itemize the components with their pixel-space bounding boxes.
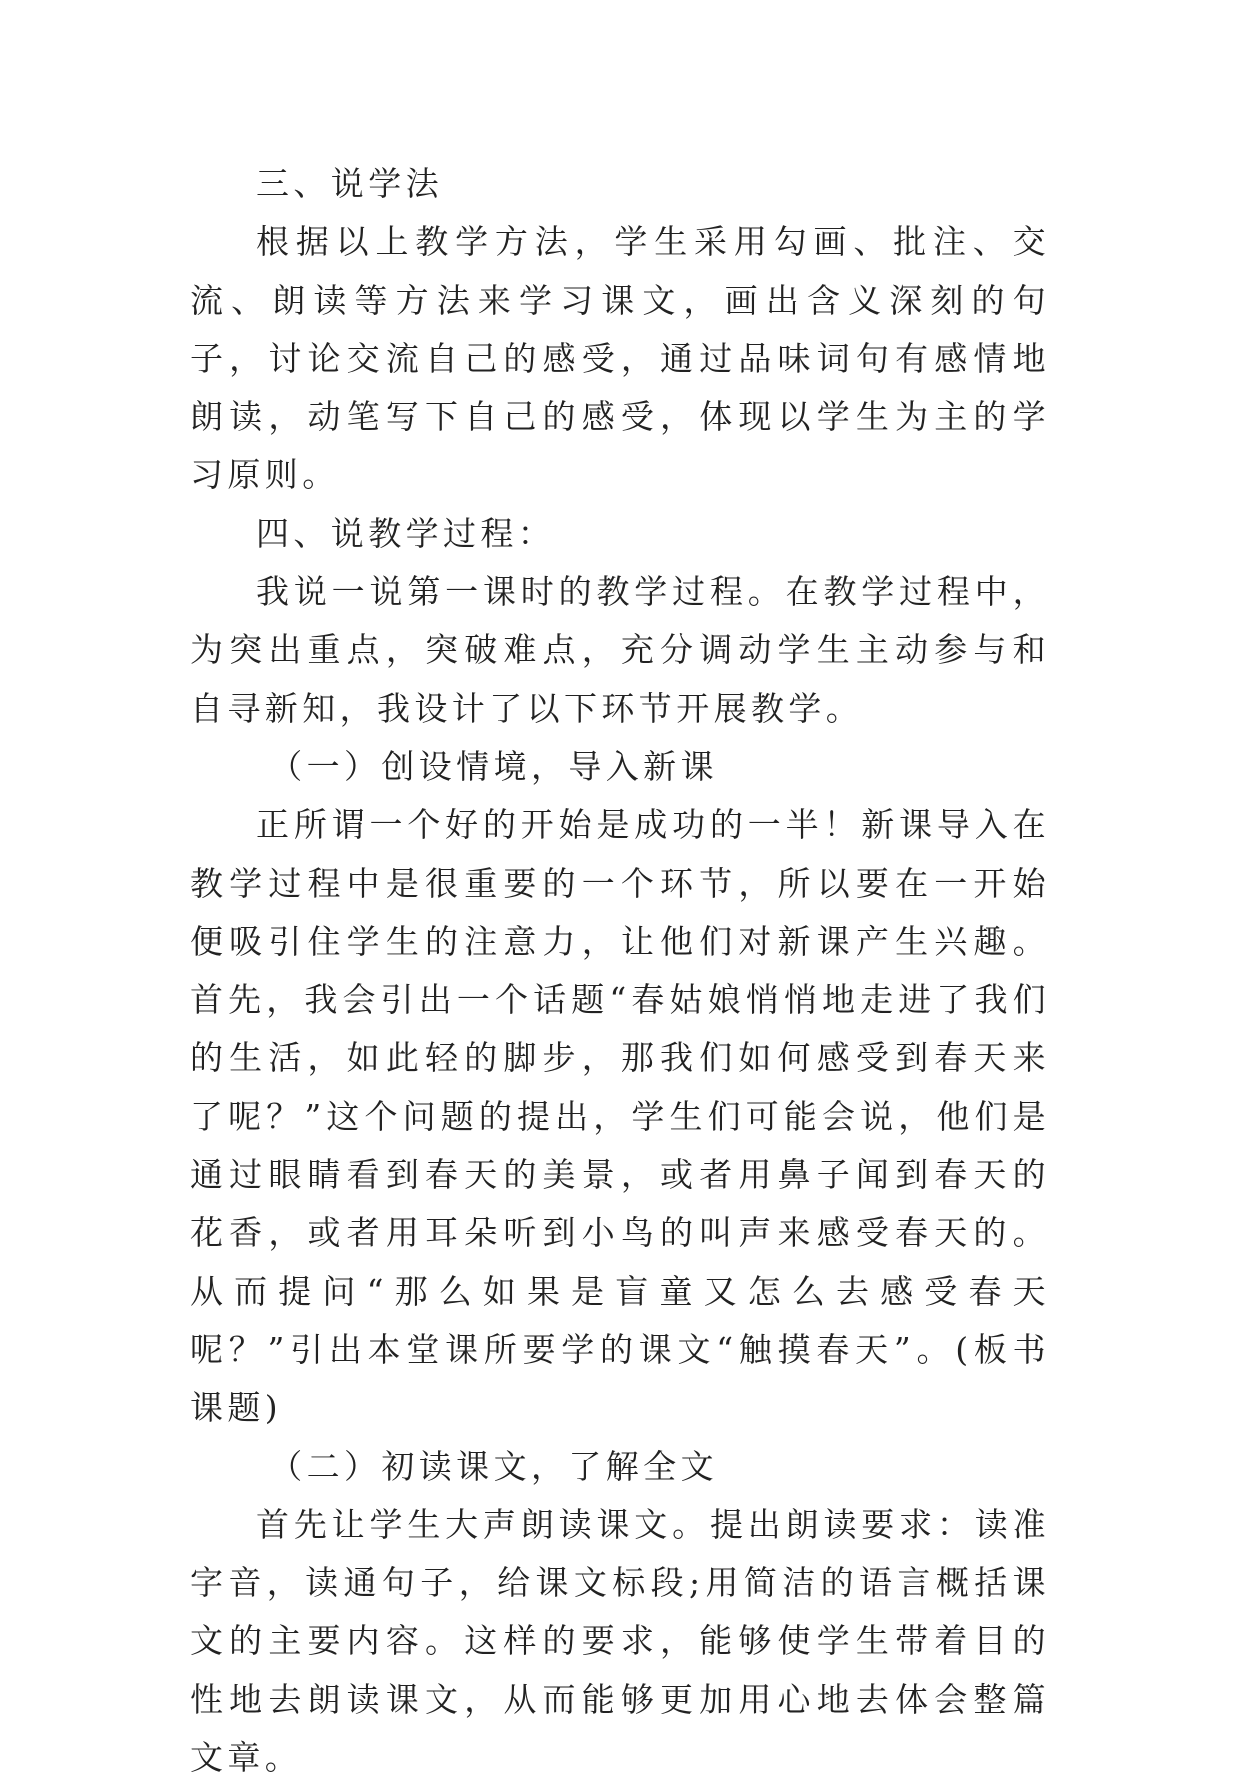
paragraph-introduction: 正所谓一个好的开始是成功的一半！新课导入在教学过程中是很重要的一个环节，所以要在一开始便吸引住学生的注意力，让他们对新课产生兴趣。首先，我会引出一个话题“春姑娘悄悄地走进了我们的生活，如此轻的脚步，那我们如何感受到春天来了呢？”这个问题的提出，学生们可能会说，他们是通过眼睛看到春天的美景，或者用鼻子闻到春天的花香，或者用耳朵听到小鸟的叫声来感受春天的。从而提问“那么如果是盲童又怎么去感受春天呢？”引出本堂课所要学的课文“触摸春天”。(板书课题): [190, 805, 1050, 1428]
section-heading-teaching-process: 四、说教学过程：: [256, 513, 556, 553]
paragraph-study-methods: 根据以上教学方法，学生采用勾画、批注、交流、朗读等方法来学习课文，画出含义深刻的句子，讨论交流自己的感受，通过品味词句有感情地朗读，动笔写下自己的感受，体现以学生为主的学习原则。: [190, 222, 1050, 495]
paragraph-first-reading: 首先让学生大声朗读课文。提出朗读要求：读准字音，读通句子，给课文标段;用简洁的语言概括课文的主要内容。这样的要求，能够使学生带着目的性地去朗读课文，从而能够更加用心地去体会整篇文章。: [190, 1504, 1050, 1778]
document-body: [190, 155, 1050, 1787]
subsection-heading-first-reading: （二）初读课文，了解全文: [269, 1446, 718, 1486]
section-heading-study-methods: 三、说学法: [256, 164, 443, 203]
paragraph-teaching-process-intro: 我说一说第一课时的教学过程。在教学过程中，为突出重点，突破难点，充分调动学生主动参与和自寻新知，我设计了以下环节开展教学。: [190, 572, 1050, 728]
subsection-heading-introduction: （一）创设情境，导入新课: [269, 746, 718, 786]
